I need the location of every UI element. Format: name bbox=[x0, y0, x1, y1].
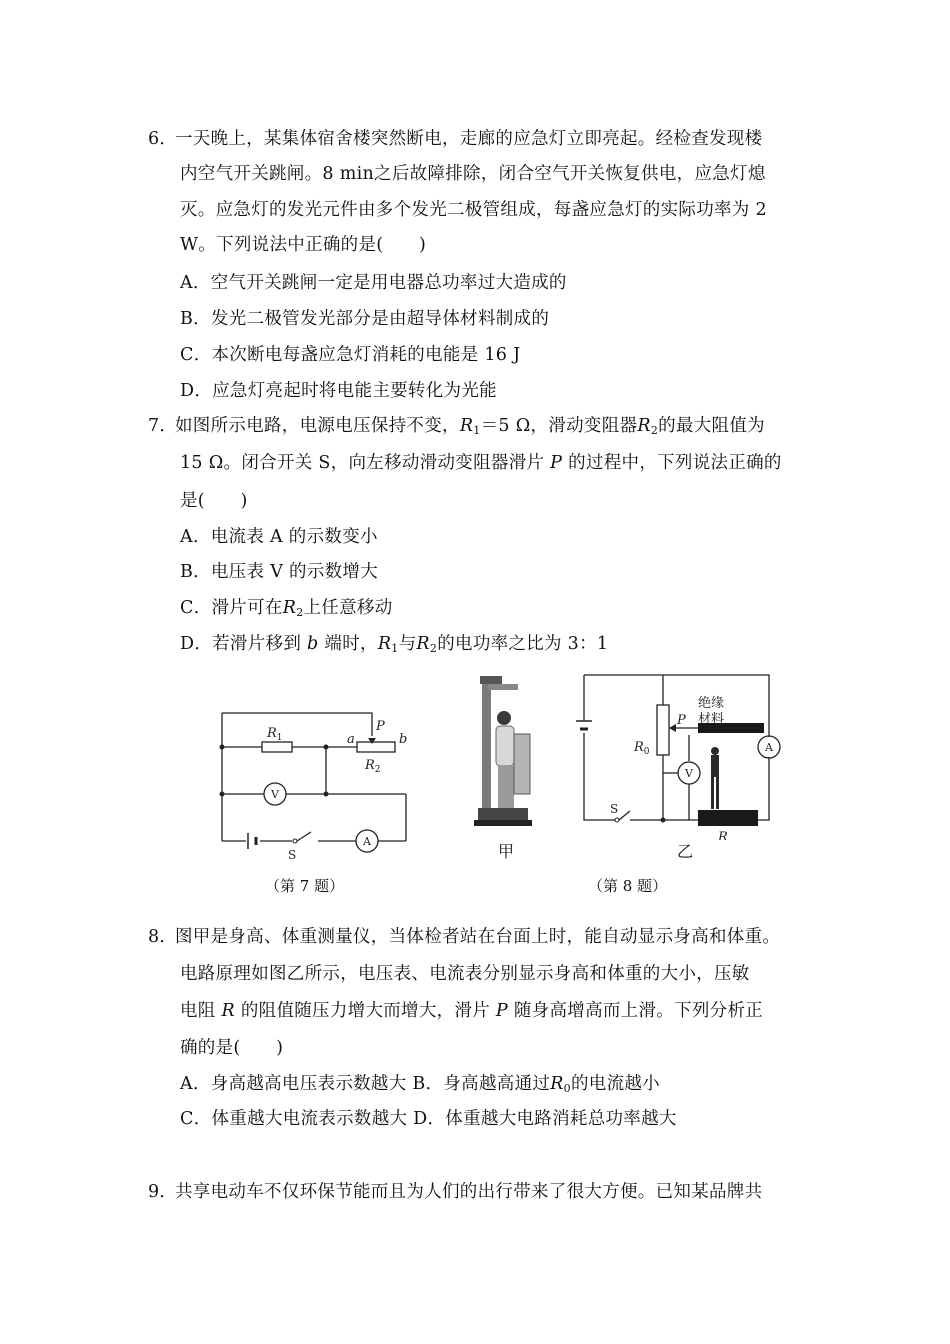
q6-line-4: W。下列说法中正确的是( ) bbox=[180, 235, 427, 255]
fig7-b-label: b bbox=[399, 732, 408, 747]
fig7-slider-arrow bbox=[368, 738, 376, 744]
q7-option-a: A．电流表 A 的示数变小 bbox=[180, 527, 378, 547]
fig7-r1-resistor bbox=[262, 742, 292, 752]
fig7-caption: （第 7 题） bbox=[265, 877, 345, 895]
fig8-jia-platform bbox=[478, 808, 528, 822]
q6-option-b: B．发光二极管发光部分是由超导体材料制成的 bbox=[180, 309, 550, 329]
fig8-r0-label: $R_0$ bbox=[634, 740, 650, 757]
q7-option-d: D．若滑片移到 b 端时，$R_1$与$R_2$的电功率之比为 3：1 bbox=[180, 634, 609, 655]
fig8-a-label: A bbox=[765, 741, 773, 754]
q7-option-b: B．电压表 V 的示数增大 bbox=[180, 562, 379, 582]
fig8-p-label: P bbox=[677, 713, 686, 728]
figure-8-jia-photo bbox=[470, 672, 550, 837]
fig7-a-label: a bbox=[347, 732, 355, 747]
fig8-r0-resistor bbox=[657, 705, 669, 755]
fig8-s-label: S bbox=[610, 802, 619, 816]
fig8-insulation-label-1: 绝缘 bbox=[698, 696, 725, 711]
q6-option-d: D．应急灯亮起时将电能主要转化为光能 bbox=[180, 381, 497, 401]
q8-line-1: 图甲是身高、体重测量仪，当体检者站在台面上时，能自动显示身高和体重。 bbox=[175, 927, 781, 947]
fig8-slider-arrow bbox=[669, 724, 676, 732]
q8-options-cd: C．体重越大电流表示数越大 D．体重越大电路消耗总功率越大 bbox=[180, 1109, 677, 1129]
q6-option-c: C．本次断电每盏应急灯消耗的电能是 16 J bbox=[180, 345, 521, 365]
fig7-switch-blade bbox=[297, 832, 311, 841]
fig7-r2-resistor bbox=[357, 742, 395, 752]
q6-line-1: 一天晚上，某集体宿舍楼突然断电，走廊的应急灯立即亮起。经检查发现楼 bbox=[175, 129, 763, 149]
fig8-person-silhouette bbox=[711, 747, 719, 809]
q8-options-ab: A．身高越高电压表示数越大 B．身高越高通过$R_0$的电流越小 bbox=[180, 1074, 660, 1095]
q9-number: 9． bbox=[148, 1182, 178, 1202]
q8-line-2: 电路原理如图乙所示，电压表、电流表分别显示身高和体重的大小，压敏 bbox=[180, 964, 750, 984]
figure-8-yi-circuit bbox=[570, 665, 785, 840]
fig8-jia-person-legs bbox=[498, 766, 514, 808]
q6-number: 6． bbox=[148, 129, 178, 149]
fig7-p-label: P bbox=[376, 719, 385, 734]
fig7-r2-label: $R_2$ bbox=[365, 758, 381, 775]
q7-line-1: 如图所示电路，电源电压保持不变，$R_1=5$ Ω，滑动变阻器$R_2$的最大阻值为 bbox=[175, 416, 765, 437]
q6-line-2: 内空气开关跳闸。8 min之后故障排除，闭合空气开关恢复供电，应急灯熄 bbox=[180, 164, 766, 184]
fig8-jia-person-head bbox=[497, 711, 511, 725]
fig8-yi-label: 乙 bbox=[677, 842, 694, 861]
fig8-caption: （第 8 题） bbox=[588, 877, 668, 895]
q8-line-4: 确的是( ) bbox=[180, 1038, 284, 1058]
fig8-jia-label: 甲 bbox=[498, 842, 515, 861]
fig8-switch-blade bbox=[619, 811, 630, 820]
fig7-s-label: S bbox=[288, 848, 297, 862]
q8-number: 8． bbox=[148, 927, 178, 947]
figure-7-circuit bbox=[210, 700, 420, 870]
q7-number: 7． bbox=[148, 416, 178, 436]
fig8-v-label: V bbox=[685, 767, 693, 780]
q6-option-a: A．空气开关跳闸一定是用电器总功率过大造成的 bbox=[180, 273, 567, 293]
fig8-pressure-resistor-r bbox=[698, 810, 758, 826]
q7-option-c: C．滑片可在$R_2$上任意移动 bbox=[180, 598, 393, 619]
fig7-v-label: V bbox=[271, 788, 279, 801]
q7-line-2: 15 Ω。闭合开关 S，向左移动滑动变阻器滑片 P 的过程中，下列说法正确的 bbox=[180, 453, 782, 473]
q9-line-1: 共享电动车不仅环保节能而且为人们的出行带来了很大方便。已知某品牌共 bbox=[175, 1182, 763, 1202]
fig7-a-meter-label: A bbox=[363, 835, 371, 848]
fig8-r-label: R bbox=[718, 830, 728, 840]
fig7-r1-label: $R_1$ bbox=[267, 726, 283, 743]
q6-line-3: 灭。应急灯的发光元件由多个发光二极管组成，每盏应急灯的实际功率为 2 bbox=[180, 200, 767, 220]
fig8-insulation-label-2: 材料 bbox=[698, 712, 725, 727]
fig8-jia-pole bbox=[482, 680, 491, 820]
q7-line-3: 是( ) bbox=[180, 491, 248, 511]
q8-line-3: 电阻 R 的阻值随压力增大而增大，滑片 P 随身高增高而上滑。下列分析正 bbox=[180, 1001, 764, 1021]
